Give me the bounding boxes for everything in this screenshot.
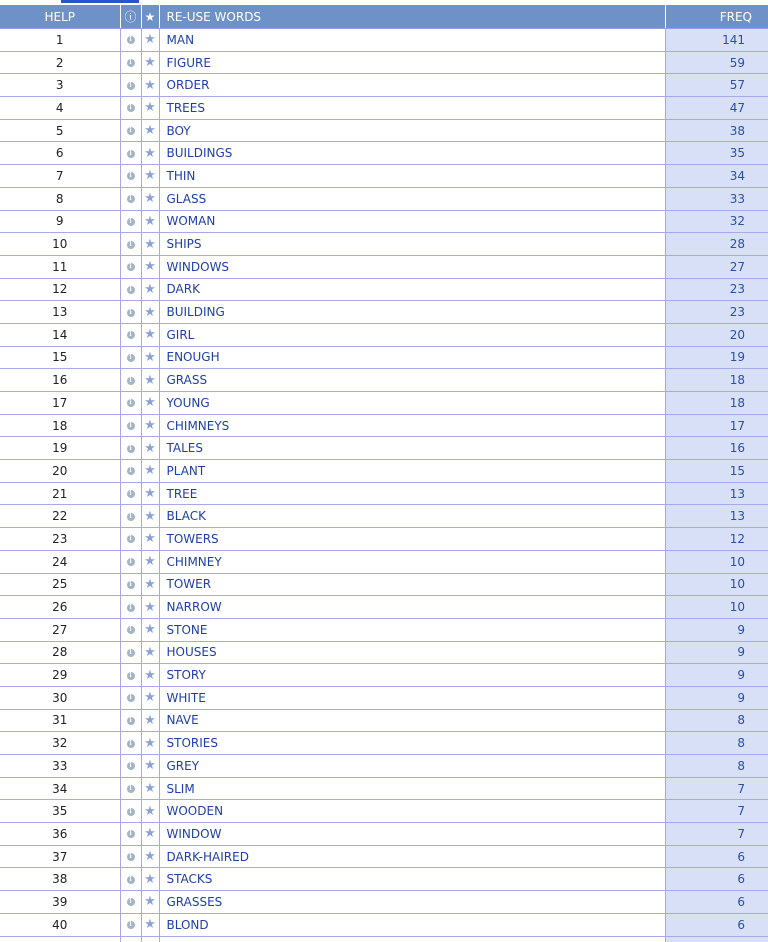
row-number: 23 <box>0 528 120 551</box>
table-row <box>0 709 768 732</box>
table-row <box>0 573 768 596</box>
info-icon[interactable]: i <box>127 399 135 407</box>
freq-value: 6 <box>665 913 768 936</box>
freq-value: 23 <box>665 301 768 324</box>
table-row <box>0 732 768 755</box>
star-icon[interactable]: ★ <box>141 641 159 664</box>
row-number: 36 <box>0 823 120 846</box>
info-icon[interactable]: i <box>127 626 135 634</box>
word-link[interactable]: TOWERS <box>159 528 665 551</box>
info-icon[interactable]: i <box>127 127 135 135</box>
word-link[interactable]: BUILDINGS <box>159 142 665 165</box>
freq-value: 13 <box>665 505 768 528</box>
table-row <box>0 323 768 346</box>
table-row <box>0 460 768 483</box>
info-cell[interactable] <box>120 596 141 619</box>
star-icon[interactable]: ★ <box>141 278 159 301</box>
row-number: 1 <box>0 29 120 52</box>
word-link[interactable]: ENOUGH <box>159 346 665 369</box>
star-icon[interactable]: ★ <box>141 868 159 891</box>
table-row <box>0 823 768 846</box>
freq-value: 10 <box>665 596 768 619</box>
freq-value: 9 <box>665 618 768 641</box>
word-link[interactable]: GRASS <box>159 369 665 392</box>
word-link[interactable]: GRASSES <box>159 891 665 914</box>
info-icon[interactable]: i <box>127 309 135 317</box>
info-cell[interactable] <box>120 550 141 573</box>
info-icon[interactable]: i <box>127 830 135 838</box>
freq-value: 8 <box>665 755 768 778</box>
freq-value: 28 <box>665 233 768 256</box>
star-icon[interactable]: ★ <box>141 142 159 165</box>
table-row <box>0 845 768 868</box>
info-cell[interactable] <box>120 29 141 52</box>
table-row <box>0 29 768 52</box>
row-number: 25 <box>0 573 120 596</box>
reuse-words-header[interactable]: RE-USE WORDS <box>159 5 665 29</box>
info-cell[interactable] <box>120 482 141 505</box>
row-number: 13 <box>0 301 120 324</box>
freq-value: 23 <box>665 278 768 301</box>
info-cell[interactable] <box>120 845 141 868</box>
word-link[interactable]: GIRL <box>159 323 665 346</box>
info-cell[interactable] <box>120 437 141 460</box>
freq-value: 9 <box>665 664 768 687</box>
star-icon[interactable]: ★ <box>141 74 159 97</box>
info-icon[interactable]: i <box>127 785 135 793</box>
info-cell[interactable] <box>120 392 141 415</box>
freq-value: 16 <box>665 437 768 460</box>
star-icon[interactable]: ★ <box>141 686 159 709</box>
info-cell[interactable] <box>120 641 141 664</box>
table-row-partial <box>0 936 768 942</box>
info-icon[interactable]: i <box>127 853 135 861</box>
freq-value: 6 <box>665 868 768 891</box>
word-link[interactable]: STONE <box>159 618 665 641</box>
info-icon[interactable]: i <box>127 672 135 680</box>
table-row <box>0 777 768 800</box>
word-link[interactable]: FIGURE <box>159 51 665 74</box>
star-icon[interactable]: ★ <box>141 51 159 74</box>
table-row <box>0 686 768 709</box>
info-cell[interactable] <box>120 573 141 596</box>
word-link[interactable]: GLASS <box>159 187 665 210</box>
row-number: 31 <box>0 709 120 732</box>
word-link[interactable]: MAN <box>159 29 665 52</box>
info-icon[interactable]: i <box>127 740 135 748</box>
table-row <box>0 278 768 301</box>
star-icon[interactable]: ★ <box>141 505 159 528</box>
word-link[interactable]: ORDER <box>159 74 665 97</box>
freq-value: 57 <box>665 74 768 97</box>
table-row <box>0 210 768 233</box>
word-link[interactable]: DARK-HAIRED <box>159 845 665 868</box>
info-cell[interactable] <box>120 142 141 165</box>
freq-value: 9 <box>665 686 768 709</box>
word-link[interactable]: GREY <box>159 755 665 778</box>
info-cell[interactable] <box>120 255 141 278</box>
table-row <box>0 51 768 74</box>
word-link[interactable]: DARK <box>159 278 665 301</box>
star-icon[interactable]: ★ <box>141 323 159 346</box>
word-link[interactable]: WOODEN <box>159 800 665 823</box>
word-link[interactable]: WINDOWS <box>159 255 665 278</box>
word-link[interactable]: STORY <box>159 664 665 687</box>
star-icon[interactable]: ★ <box>141 392 159 415</box>
row-number: 40 <box>0 913 120 936</box>
freq-value: 10 <box>665 573 768 596</box>
star-icon[interactable]: ★ <box>141 301 159 324</box>
table-row <box>0 97 768 120</box>
freq-value: 35 <box>665 142 768 165</box>
table-row <box>0 913 768 936</box>
info-cell[interactable] <box>120 165 141 188</box>
star-header-icon: ★ <box>141 5 159 29</box>
table-row <box>0 664 768 687</box>
row-number: 29 <box>0 664 120 687</box>
word-link[interactable]: WINDOW <box>159 823 665 846</box>
info-icon[interactable]: i <box>127 354 135 362</box>
star-icon[interactable]: ★ <box>141 369 159 392</box>
word-link[interactable]: NARROW <box>159 596 665 619</box>
freq-value: 20 <box>665 323 768 346</box>
freq-cell <box>665 936 768 942</box>
table-row <box>0 346 768 369</box>
star-icon[interactable]: ★ <box>141 618 159 641</box>
info-icon[interactable]: i <box>127 172 135 180</box>
freq-value: 10 <box>665 550 768 573</box>
word-link[interactable]: BOY <box>159 119 665 142</box>
freq-value: 27 <box>665 255 768 278</box>
table-row <box>0 119 768 142</box>
info-icon[interactable]: i <box>127 331 135 339</box>
row-number: 37 <box>0 845 120 868</box>
info-icon[interactable]: i <box>127 490 135 498</box>
table-row <box>0 142 768 165</box>
word-frequency-table <box>0 5 768 942</box>
freq-value: 8 <box>665 709 768 732</box>
info-icon[interactable]: i <box>127 377 135 385</box>
row-number: 8 <box>0 187 120 210</box>
table-row <box>0 301 768 324</box>
info-cell[interactable] <box>120 868 141 891</box>
row-number: 17 <box>0 392 120 415</box>
info-icon[interactable]: i <box>127 808 135 816</box>
star-icon[interactable]: ★ <box>141 573 159 596</box>
word-link[interactable]: THIN <box>159 165 665 188</box>
info-cell[interactable] <box>120 301 141 324</box>
star-icon[interactable]: ★ <box>141 482 159 505</box>
table-row <box>0 414 768 437</box>
info-icon[interactable]: i <box>127 218 135 226</box>
info-cell[interactable] <box>120 732 141 755</box>
info-cell[interactable] <box>120 414 141 437</box>
star-icon[interactable]: ★ <box>141 913 159 936</box>
info-cell[interactable] <box>120 777 141 800</box>
info-cell[interactable] <box>120 505 141 528</box>
star-icon[interactable]: ★ <box>141 596 159 619</box>
word-link[interactable]: CHIMNEY <box>159 550 665 573</box>
star-icon[interactable]: ★ <box>141 255 159 278</box>
row-number <box>0 936 120 942</box>
star-icon[interactable]: ★ <box>141 528 159 551</box>
table-row <box>0 165 768 188</box>
row-number: 26 <box>0 596 120 619</box>
star-icon[interactable]: ★ <box>141 891 159 914</box>
freq-value: 19 <box>665 346 768 369</box>
row-number: 20 <box>0 460 120 483</box>
word-cell <box>159 936 665 942</box>
row-number: 4 <box>0 97 120 120</box>
freq-value: 7 <box>665 800 768 823</box>
table-row <box>0 891 768 914</box>
row-number: 3 <box>0 74 120 97</box>
info-cell[interactable] <box>120 800 141 823</box>
info-icon[interactable]: i <box>127 581 135 589</box>
table-row <box>0 755 768 778</box>
row-number: 27 <box>0 618 120 641</box>
table-row <box>0 800 768 823</box>
star-icon[interactable]: ★ <box>141 823 159 846</box>
row-number: 18 <box>0 414 120 437</box>
freq-value: 17 <box>665 414 768 437</box>
row-number: 39 <box>0 891 120 914</box>
info-cell[interactable] <box>120 278 141 301</box>
star-icon[interactable]: ★ <box>141 97 159 120</box>
freq-value: 8 <box>665 732 768 755</box>
info-icon[interactable]: i <box>127 286 135 294</box>
info-icon[interactable]: i <box>127 150 135 158</box>
word-link[interactable]: SHIPS <box>159 233 665 256</box>
star-icon[interactable]: ★ <box>141 845 159 868</box>
freq-value: 6 <box>665 845 768 868</box>
row-number: 34 <box>0 777 120 800</box>
info-header-icon: ⓘ <box>120 5 141 29</box>
info-icon[interactable]: i <box>127 762 135 770</box>
table-row <box>0 255 768 278</box>
info-icon[interactable]: i <box>127 82 135 90</box>
word-link[interactable]: CHIMNEYS <box>159 414 665 437</box>
row-number: 38 <box>0 868 120 891</box>
word-link[interactable]: WOMAN <box>159 210 665 233</box>
row-number: 32 <box>0 732 120 755</box>
word-link[interactable]: WHITE <box>159 686 665 709</box>
star-icon[interactable]: ★ <box>141 664 159 687</box>
row-number: 24 <box>0 550 120 573</box>
info-icon[interactable]: i <box>127 36 135 44</box>
table-row <box>0 369 768 392</box>
info-icon[interactable]: i <box>127 898 135 906</box>
top-link-underline[interactable] <box>61 0 139 3</box>
info-icon[interactable]: i <box>127 513 135 521</box>
table-row <box>0 74 768 97</box>
info-icon[interactable]: i <box>127 604 135 612</box>
info-icon[interactable]: i <box>127 876 135 884</box>
freq-value: 47 <box>665 97 768 120</box>
row-number: 11 <box>0 255 120 278</box>
row-number: 21 <box>0 482 120 505</box>
freq-value: 38 <box>665 119 768 142</box>
freq-value: 7 <box>665 777 768 800</box>
table-row <box>0 550 768 573</box>
help-header[interactable]: HELP <box>0 5 120 29</box>
star-icon[interactable]: ★ <box>141 755 159 778</box>
word-link[interactable]: BLACK <box>159 505 665 528</box>
row-number: 16 <box>0 369 120 392</box>
word-link[interactable]: HOUSES <box>159 641 665 664</box>
star-icon[interactable]: ★ <box>141 29 159 52</box>
word-link[interactable]: STACKS <box>159 868 665 891</box>
star-icon[interactable]: ★ <box>141 550 159 573</box>
freq-value: 6 <box>665 891 768 914</box>
info-cell[interactable] <box>120 664 141 687</box>
info-cell[interactable] <box>120 460 141 483</box>
info-cell[interactable] <box>120 233 141 256</box>
star-icon[interactable]: ★ <box>141 460 159 483</box>
word-link[interactable]: PLANT <box>159 460 665 483</box>
word-link[interactable]: TREE <box>159 482 665 505</box>
freq-value: 15 <box>665 460 768 483</box>
star-icon[interactable]: ★ <box>141 210 159 233</box>
info-icon[interactable]: i <box>127 535 135 543</box>
word-link[interactable]: NAVE <box>159 709 665 732</box>
row-number: 15 <box>0 346 120 369</box>
info-icon[interactable]: i <box>127 59 135 67</box>
word-link[interactable]: BUILDING <box>159 301 665 324</box>
freq-value: 59 <box>665 51 768 74</box>
info-cell[interactable] <box>120 51 141 74</box>
freq-value: 33 <box>665 187 768 210</box>
row-number: 2 <box>0 51 120 74</box>
star-icon[interactable]: ★ <box>141 233 159 256</box>
table-row <box>0 437 768 460</box>
freq-value: 7 <box>665 823 768 846</box>
table-row <box>0 641 768 664</box>
info-cell[interactable] <box>120 210 141 233</box>
info-cell[interactable] <box>120 755 141 778</box>
row-number: 6 <box>0 142 120 165</box>
row-number: 19 <box>0 437 120 460</box>
star-icon[interactable]: ★ <box>141 777 159 800</box>
info-icon[interactable]: i <box>127 104 135 112</box>
info-cell[interactable] <box>120 686 141 709</box>
star-cell <box>141 936 159 942</box>
star-icon[interactable]: ★ <box>141 187 159 210</box>
info-cell[interactable] <box>120 74 141 97</box>
table-row <box>0 618 768 641</box>
freq-value: 32 <box>665 210 768 233</box>
info-icon[interactable]: i <box>127 445 135 453</box>
star-icon[interactable]: ★ <box>141 800 159 823</box>
word-link[interactable]: SLIM <box>159 777 665 800</box>
row-number: 14 <box>0 323 120 346</box>
table-row <box>0 528 768 551</box>
freq-value: 12 <box>665 528 768 551</box>
info-cell[interactable] <box>120 709 141 732</box>
row-number: 35 <box>0 800 120 823</box>
star-icon[interactable]: ★ <box>141 414 159 437</box>
info-cell[interactable] <box>120 823 141 846</box>
row-number: 10 <box>0 233 120 256</box>
info-icon[interactable]: i <box>127 195 135 203</box>
info-icon[interactable]: i <box>127 649 135 657</box>
freq-value: 13 <box>665 482 768 505</box>
info-icon[interactable]: i <box>127 263 135 271</box>
freq-value: 141 <box>665 29 768 52</box>
info-cell[interactable] <box>120 891 141 914</box>
info-icon[interactable]: i <box>127 558 135 566</box>
word-link[interactable]: TREES <box>159 97 665 120</box>
freq-value: 18 <box>665 369 768 392</box>
info-cell[interactable] <box>120 346 141 369</box>
freq-header[interactable]: FREQ <box>665 5 768 29</box>
word-link[interactable]: BLOND <box>159 913 665 936</box>
row-number: 22 <box>0 505 120 528</box>
star-icon[interactable]: ★ <box>141 709 159 732</box>
row-number: 12 <box>0 278 120 301</box>
row-number: 9 <box>0 210 120 233</box>
word-link[interactable]: YOUNG <box>159 392 665 415</box>
info-cell[interactable] <box>120 528 141 551</box>
star-icon[interactable]: ★ <box>141 119 159 142</box>
word-link[interactable]: TOWER <box>159 573 665 596</box>
info-icon[interactable]: i <box>127 422 135 430</box>
table-row <box>0 596 768 619</box>
info-icon[interactable]: i <box>127 717 135 725</box>
info-cell[interactable] <box>120 618 141 641</box>
info-icon[interactable]: i <box>127 921 135 929</box>
table-row <box>0 482 768 505</box>
info-cell[interactable] <box>120 119 141 142</box>
star-icon[interactable]: ★ <box>141 165 159 188</box>
info-cell[interactable] <box>120 187 141 210</box>
row-number: 33 <box>0 755 120 778</box>
info-cell[interactable] <box>120 97 141 120</box>
info-cell[interactable] <box>120 323 141 346</box>
info-cell[interactable] <box>120 913 141 936</box>
table-row <box>0 868 768 891</box>
table-header-row <box>0 5 768 29</box>
star-icon[interactable]: ★ <box>141 346 159 369</box>
star-icon[interactable]: ★ <box>141 732 159 755</box>
freq-value: 9 <box>665 641 768 664</box>
info-icon[interactable]: i <box>127 241 135 249</box>
row-number: 5 <box>0 119 120 142</box>
info-icon[interactable]: i <box>127 694 135 702</box>
row-number: 30 <box>0 686 120 709</box>
info-cell <box>120 936 141 942</box>
freq-value: 18 <box>665 392 768 415</box>
table-row <box>0 505 768 528</box>
word-link[interactable]: TALES <box>159 437 665 460</box>
freq-value: 34 <box>665 165 768 188</box>
table-row <box>0 392 768 415</box>
row-number: 7 <box>0 165 120 188</box>
star-icon[interactable]: ★ <box>141 437 159 460</box>
word-link[interactable]: STORIES <box>159 732 665 755</box>
info-cell[interactable] <box>120 369 141 392</box>
table-row <box>0 233 768 256</box>
table-row <box>0 187 768 210</box>
row-number: 28 <box>0 641 120 664</box>
info-icon[interactable]: i <box>127 467 135 475</box>
